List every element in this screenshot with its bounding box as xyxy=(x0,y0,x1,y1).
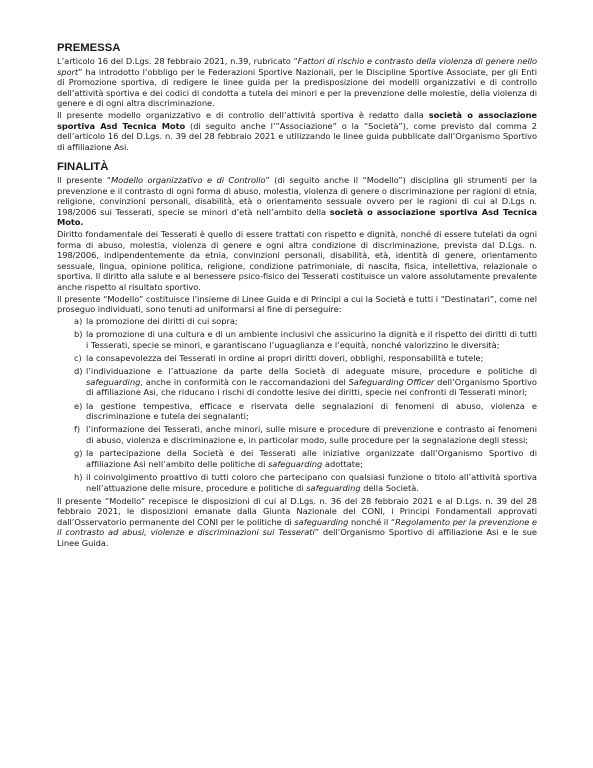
list-item: b) la promozione di una cultura e di un ambiente inclusivi che assicurino la dignità e il rispetto dei diritti di tutti i Tesserati, specie se minori, e garantiscano l’uguaglianza e l’equità, nonché valorizzino le diversità; xyxy=(74,329,537,350)
list-item-label: e) xyxy=(74,400,83,411)
list-item-label: g) xyxy=(74,448,83,459)
list-item-label: a) xyxy=(74,316,83,326)
list-item-label: f) xyxy=(74,424,81,435)
finalita-paragraph-1: Il presente “Modello organizzativo e di Controllo” (di seguito anche il “Modello”) disciplina gli strumenti per la prevenzione e il contrasto di ogni forma di abuso, molestia, violenza di genere o discriminazione per ragioni di etnia, religione, convinzioni personali, disabilità, età o orientamento sessuale ovvero per le ragioni di cui al D.Lgs n. 198/2006 sui Tesserati, specie se minori d’età nell’ambito della società o associazione sportiva Asd Tecnica Moto. xyxy=(57,175,538,227)
finalita-paragraph-2: Diritto fondamentale dei Tesserati è quello di essere trattati con rispetto e dignità, nonché di essere tutelati da ogni forma di abuso, molestia, violenza di genere e ogni altra condizione di discriminazione, prevista dal D.Lgs. n. 198/2006, indipendentemente da etnia, convinzioni personali, disabilità, età, identità di genere, orientamento sessuale, lingua, opinione politica, religione, condizione patrimoniale, di nascita, fisica, intellettiva, relazionale o sportiva. Il diritto alla salute e al benessere psico-fisico dei Tesserati costituisce un valore assolutamente prevalente anche rispetto al risultato sportivo. xyxy=(57,229,537,292)
premessa-paragraph-1: L’articolo 16 del D.Lgs. 28 febbraio 2021, n.39, rubricato “Fattori di rischio e contrasto della violenza di genere nello sport” ha introdotto l’obbligo per le Federazioni Sportive Nazionali, per le Discipline Sportive Associate, per gli Enti di Promozione sportiva, di redigere le linee guida per la predisposizione dei modelli organizzativi e di controllo dell’attività sportiva e dei codici di condotta a tutela dei minori e per la prevenzione delle molestie, della violenza di genere e di ogni altra discriminazione. xyxy=(57,56,537,108)
premessa-heading: PREMESSA xyxy=(57,42,121,54)
list-item-label: b) xyxy=(74,329,83,340)
list-item: c) la consapevolezza dei Tesserati in ordine ai propri diritti doveri, obblighi, responsabilità e tutele; xyxy=(74,353,484,364)
objectives-list xyxy=(57,316,537,493)
finalita-heading: FINALITÀ xyxy=(57,161,109,173)
document-page xyxy=(57,42,537,550)
list-item: e) la gestione tempestiva, efficace e riservata delle segnalazioni di fenomeni di abuso, violenza e discriminazione e tutela dei segnalanti; xyxy=(74,400,537,422)
list-item-label: h) xyxy=(74,472,83,483)
list-item: a) la promozione dei diritti di cui sopra; xyxy=(74,316,238,326)
list-item-label: c) xyxy=(74,353,82,364)
premessa-paragraph-2: Il presente modello organizzativo e di controllo dell’attività sportiva è redatto dalla società o associazione sportiva Asd Tecnica Moto (di seguito anche l’”Associazione” o la “Società”), come previsto dal comma 2 dell’articolo 16 del D.Lgs. n. 39 del 28 febbraio 2021 e utilizzando le linee guida pubblicate dall’Organismo Sportivo di affiliazione Asi. xyxy=(57,110,538,152)
list-item: d) l’individuazione e l’attuazione da parte della Società di adeguate misure, procedure e politiche di safeguarding, anche in conformità con le raccomandazioni del Safeguarding Officer dell’Organismo Sportivo di affiliazione Asi, che riducano i rischi di condotte lesive dei diritti, specie nei confronti di Tesserati minori; xyxy=(74,366,537,398)
finalita-paragraph-3: Il presente “Modello” costituisce l’insieme di Linee Guida e di Principi a cui la Società e tutti i “Destinatari”, come nel proseguo individuati, sono tenuti ad uniformarsi al fine di perseguire: xyxy=(57,293,537,314)
list-item: g) la partecipazione della Società e dei Tesserati alle iniziative organizzate dall’Organismo Sportivo di affiliazione Asi nell’ambito delle politiche di safeguarding adottate; xyxy=(74,448,537,469)
list-item: f) l’informazione dei Tesserati, anche minori, sulle misure e procedure di prevenzione e contrasto ai fenomeni di abuso, violenza e discriminazione e, in particolar modo, sulle procedure per la segnalazione degli stessi; xyxy=(74,424,537,445)
finalita-paragraph-4: Il presente “Modello” recepisce le disposizioni di cui al D.Lgs. n. 36 del 28 febbraio 2021 e al D.Lgs. n. 39 del 28 febbraio 2021, le disposizioni emanate dalla Giunta Nazionale del CONI, i Principi Fondamentali approvati dall’Osservatorio permanente del CONI per le politiche di safeguarding nonché il “Regolamento per la prevenzione e il contrasto ad abusi, violenze e discriminazioni sui Tesserati” dell’Organismo Sportivo di affiliazione Asi e le sue Linee Guida. xyxy=(57,495,537,548)
list-item: h) il coinvolgimento proattivo di tutti coloro che partecipano con qualsiasi funzione o titolo all’attività sportiva nell’attuazione delle misure, procedure e politiche di safeguarding della Società. xyxy=(74,472,537,493)
list-item-label: d) xyxy=(74,366,83,377)
